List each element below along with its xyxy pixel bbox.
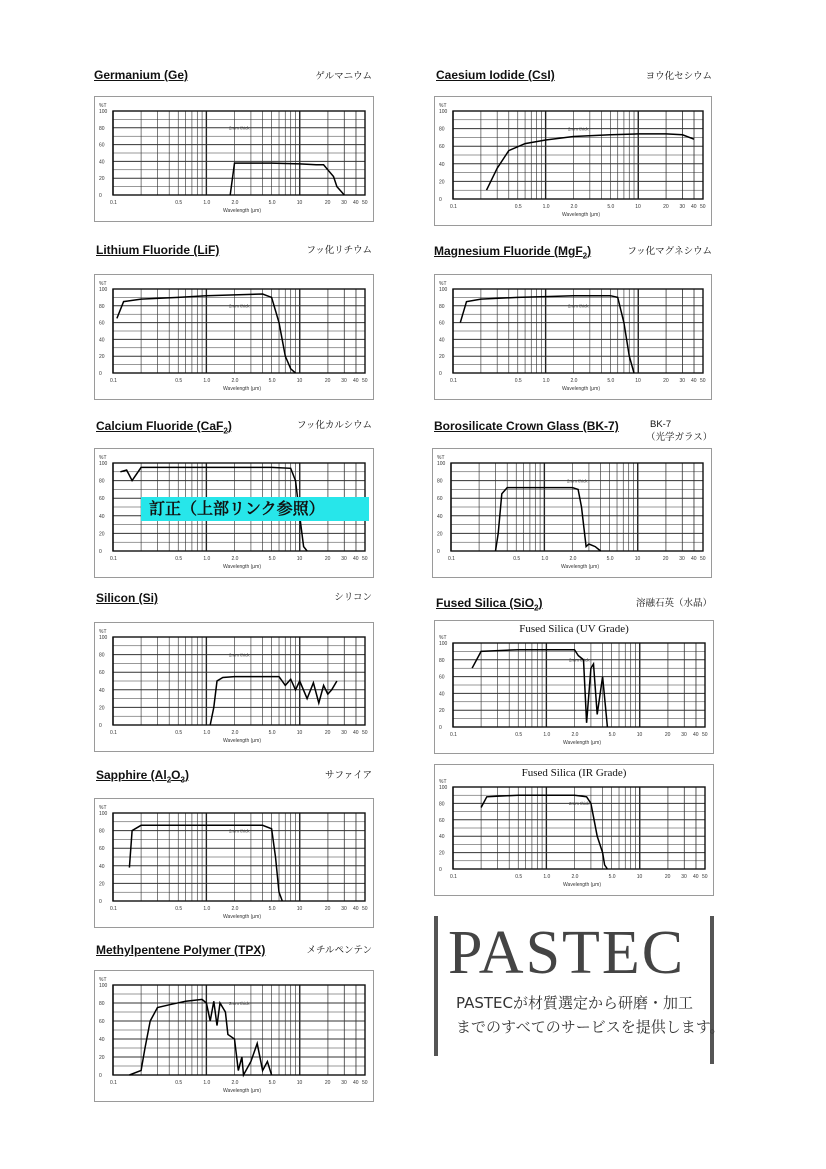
x-tick-label: 20 [324,556,331,562]
x-tick-label: 40 [692,732,699,738]
transmission-chart [95,971,373,1101]
jp-bk7-note: （光学ガラス） [646,432,713,443]
jp-sapphire: サファイア [324,770,372,781]
x-tick-label: 5.0 [268,1080,276,1086]
title-germanium: Germanium (Ge) [94,68,189,82]
y-tick-label: 20 [99,1055,105,1061]
x-tick-label: 10 [636,732,643,738]
y-tick-label: 100 [439,287,448,293]
x-tick-label: 10 [635,378,641,384]
transmission-curve [230,163,344,195]
y-tick-label: 40 [439,691,445,698]
x-tick-label: 30 [681,874,687,880]
y-tick-label: 100 [99,635,108,641]
logo-left-bar [434,916,438,1056]
y-tick-label: 20 [99,354,105,361]
y-tick-label: 60 [439,320,445,327]
x-axis-label: Wavelength (μm) [563,740,601,746]
x-axis-label: Wavelength (μm) [223,914,261,920]
x-tick-label: 40 [691,378,697,384]
x-tick-label: 20 [664,732,671,738]
x-tick-label: 5.0 [268,556,276,562]
chart-panel-silicon [94,622,374,752]
x-tick-label: 5.0 [608,732,616,738]
y-tick-label: 0 [99,723,102,729]
title-magnesium-fluoride: Magnesium Fluoride (MgF$_2$) [434,244,592,261]
pastec-tagline-2: までのすべてのサービスを提供します。 [456,1018,725,1036]
y-tick-label: 40 [99,159,105,166]
chart-panel-caesium-iodide [434,96,712,226]
transmission-chart [435,275,711,399]
x-tick-label: 5.0 [268,378,276,384]
chart-caption: Fused Silica (IR Grade) [521,767,627,779]
x-tick-label: 5.0 [268,200,276,206]
y-tick-label: %T [439,635,447,641]
x-tick-label: 0.5 [175,906,183,912]
title-silicon: Silicon (Si) [96,591,159,605]
y-tick-label: %T [437,455,445,461]
x-tick-label: 10 [296,906,303,912]
x-tick-label: 20 [324,1080,331,1086]
transmission-chart [435,97,711,225]
x-tick-label: 0.1 [110,200,117,206]
x-tick-label: 0.1 [110,730,117,736]
y-tick-label: %T [99,103,107,109]
y-tick-label: 40 [99,1037,105,1043]
title-fused-silica: Fused Silica (SiO$_2$) [436,596,543,613]
chart-panel-sapphire [94,798,374,928]
x-tick-label: 1.0 [203,1080,211,1086]
logo-right-bar [710,916,714,1064]
x-tick-label: 1.0 [203,556,211,562]
thickness-label: 2mm thick [229,125,250,131]
x-tick-label: 30 [341,906,347,912]
pastec-logo-block [434,912,725,1064]
y-tick-label: 40 [99,863,105,870]
chart-panel-germanium [94,96,374,222]
jp-calcium-fluoride: フッ化カルシウム [296,420,372,431]
thickness-label: 2mm thick [568,303,589,309]
pastec-tagline-1: PASTECが材質選定から研磨・加工 [456,994,693,1012]
pastec-logo: PASTEC [448,919,686,987]
y-tick-label: 20 [99,705,105,712]
y-tick-label: 40 [99,337,105,344]
y-tick-label: 80 [99,303,105,310]
chart-panel-magnesium-fluoride [434,274,712,400]
x-tick-label: 0.5 [514,378,522,384]
x-tick-label: 0.1 [110,906,117,912]
y-tick-label: 100 [99,811,108,817]
x-tick-label: 50 [702,732,708,738]
transmission-chart [95,275,373,399]
y-tick-label: 60 [99,320,105,327]
x-tick-label: 50 [362,906,368,912]
y-tick-label: 60 [99,670,105,677]
y-tick-label: 100 [439,641,448,647]
x-tick-label: 1.0 [203,200,211,206]
y-tick-label: 40 [439,834,445,841]
title-calcium-fluoride: Calcium Fluoride (CaF$_2$) [96,419,232,436]
x-tick-label: 40 [352,906,359,912]
jp-tpx: メチルペンテン [306,945,372,956]
x-tick-label: 0.1 [450,378,457,384]
x-tick-label: 20 [664,874,671,880]
x-tick-label: 0.5 [515,732,523,738]
y-tick-label: 40 [437,513,443,520]
y-tick-label: 80 [439,126,445,133]
x-tick-label: 0.5 [175,378,183,384]
y-tick-label: 100 [99,983,108,989]
x-tick-label: 20 [324,906,331,912]
y-tick-label: 0 [439,867,442,873]
y-tick-label: 0 [439,371,442,377]
jp-magnesium-fluoride: フッ化マグネシウム [627,246,712,257]
transmission-curve [496,488,601,551]
x-tick-label: 30 [679,556,685,562]
x-tick-label: 50 [362,200,368,206]
y-tick-label: 0 [99,193,102,199]
y-tick-label: 80 [99,1001,105,1007]
y-tick-label: 40 [99,513,105,520]
x-tick-label: 50 [362,730,368,736]
y-tick-label: 80 [439,801,445,808]
x-tick-label: 50 [362,556,368,562]
x-tick-label: 1.0 [541,556,549,562]
x-tick-label: 50 [702,874,708,880]
x-axis-label: Wavelength (μm) [223,738,261,744]
x-tick-label: 10 [635,204,641,210]
x-tick-label: 10 [636,874,643,880]
x-tick-label: 0.1 [110,1080,117,1086]
x-tick-label: 50 [362,378,368,384]
y-tick-label: 40 [439,337,445,344]
y-tick-label: 100 [99,109,108,115]
x-axis-label: Wavelength (μm) [562,212,600,218]
x-tick-label: 2.0 [570,204,578,210]
y-tick-label: 100 [439,785,448,791]
y-tick-label: 60 [99,142,105,149]
y-tick-label: 0 [437,549,440,555]
y-tick-label: 0 [439,197,442,203]
thickness-label: 2mm thick [568,126,589,132]
x-tick-label: 0.1 [110,556,117,562]
x-tick-label: 20 [663,204,669,210]
jp-bk7: BK-7 [650,419,672,430]
y-tick-label: 20 [99,176,105,183]
x-tick-label: 5.0 [608,874,616,880]
x-axis-label: Wavelength (μm) [562,386,600,392]
x-tick-label: 30 [679,378,686,384]
x-tick-label: 30 [341,730,347,736]
x-tick-label: 5.0 [268,730,276,736]
x-tick-label: 20 [663,378,669,384]
y-tick-label: 0 [99,899,102,905]
x-tick-label: 50 [362,1080,368,1086]
x-tick-label: 10 [296,730,303,736]
y-tick-label: 60 [99,496,105,503]
x-tick-label: 30 [341,1080,347,1086]
x-tick-label: 30 [341,556,347,562]
x-tick-label: 5.0 [606,556,614,562]
title-bk7: Borosilicate Crown Glass (BK-7) [434,419,619,433]
x-tick-label: 20 [324,378,331,384]
x-axis-label: Wavelength (μm) [563,882,601,888]
chart-panel-bk7 [432,448,712,578]
jp-silicon: シリコン [334,592,372,603]
x-tick-label: 1.0 [543,874,551,880]
x-tick-label: 1.0 [203,730,211,736]
x-tick-label: 20 [324,730,331,736]
y-tick-label: 60 [439,817,445,824]
x-tick-label: 2.0 [571,874,579,880]
x-tick-label: 30 [679,204,686,210]
y-tick-label: 80 [99,125,105,132]
y-tick-label: 20 [439,354,445,361]
transmission-curve [210,677,337,725]
y-tick-label: 20 [437,531,443,538]
x-tick-label: 40 [692,874,699,880]
y-tick-label: 100 [437,461,446,467]
x-tick-label: 40 [352,200,359,206]
x-tick-label: 40 [352,1080,359,1086]
x-axis-label: Wavelength (μm) [223,564,261,570]
y-tick-label: %T [99,629,107,635]
x-tick-label: 5.0 [268,906,276,912]
y-tick-label: 80 [99,478,105,485]
transmission-chart [95,799,373,927]
chart-panel-fused-silica-ir [434,764,714,896]
x-axis-label: Wavelength (μm) [223,386,261,392]
title-lithium-fluoride: Lithium Fluoride (LiF) [96,243,220,257]
jp-germanium: ゲルマニウム [315,71,372,82]
x-tick-label: 10 [296,556,303,562]
title-sapphire: Sapphire $(Al_2O_3)$ [96,768,189,785]
y-tick-label: 60 [439,674,445,681]
x-tick-label: 30 [341,378,347,384]
x-tick-label: 1.0 [542,378,550,384]
y-tick-label: 100 [99,461,108,467]
x-tick-label: 50 [700,204,706,210]
x-tick-label: 40 [352,730,359,736]
x-tick-label: 40 [691,204,697,210]
x-tick-label: 10 [634,556,641,562]
y-tick-label: 20 [439,179,445,186]
thickness-label: 2mm thick [569,801,590,807]
jp-caesium-iodide: ヨウ化セシウム [645,71,712,82]
y-tick-label: 100 [99,287,108,293]
x-tick-label: 10 [296,378,303,384]
y-tick-label: %T [439,281,447,287]
y-tick-label: 60 [437,496,443,503]
x-axis-label: Wavelength (μm) [223,208,261,214]
y-tick-label: 40 [99,687,105,694]
x-tick-label: 2.0 [231,906,239,912]
y-tick-label: %T [99,455,107,461]
transmission-chart [433,449,711,577]
thickness-label: 2mm thick [569,657,590,663]
y-tick-label: 20 [439,708,445,715]
jp-lithium-fluoride: フッ化リチウム [306,245,372,256]
jp-fused-silica: 溶融石英（水晶） [635,598,712,609]
x-tick-label: 1.0 [542,204,550,210]
y-tick-label: 0 [99,1073,102,1079]
transmission-chart [435,621,713,753]
y-tick-label: 80 [99,652,105,659]
y-tick-label: 80 [439,303,445,310]
x-tick-label: 2.0 [569,556,577,562]
x-tick-label: 0.5 [514,204,522,210]
x-tick-label: 0.5 [175,1080,183,1086]
x-tick-label: 50 [700,556,706,562]
x-tick-label: 50 [700,378,706,384]
transmission-chart [95,623,373,751]
thickness-label: 2mm thick [567,478,588,484]
y-tick-label: %T [439,779,447,785]
x-tick-label: 0.1 [450,874,457,880]
x-tick-label: 0.1 [448,556,455,562]
x-tick-label: 2.0 [570,378,578,384]
y-tick-label: 20 [99,531,105,538]
thickness-label: 2mm thick [229,303,250,309]
y-tick-label: 60 [439,144,445,151]
x-tick-label: 2.0 [231,556,239,562]
x-tick-label: 2.0 [231,378,239,384]
y-tick-label: 0 [99,549,102,555]
x-tick-label: 20 [662,556,669,562]
y-tick-label: 60 [99,846,105,853]
x-tick-label: 0.5 [513,556,521,562]
x-axis-label: Wavelength (μm) [223,1088,261,1094]
x-tick-label: 0.5 [175,556,183,562]
x-tick-label: 30 [681,732,687,738]
x-tick-label: 20 [324,200,331,206]
x-tick-label: 0.5 [175,200,183,206]
x-tick-label: 40 [352,378,359,384]
x-tick-label: 1.0 [543,732,551,738]
y-tick-label: %T [99,281,107,287]
x-tick-label: 1.0 [203,906,211,912]
x-tick-label: 2.0 [231,730,239,736]
transmission-chart [435,765,713,895]
x-tick-label: 0.1 [450,732,457,738]
x-tick-label: 0.5 [515,874,523,880]
x-tick-label: 0.1 [110,378,117,384]
y-tick-label: 20 [99,881,105,888]
y-tick-label: 0 [99,371,102,377]
y-tick-label: %T [99,805,107,811]
y-tick-label: 60 [99,1019,105,1025]
transmission-curve [460,296,634,373]
x-axis-label: Wavelength (μm) [561,564,599,570]
y-tick-label: 0 [439,725,442,731]
transmission-curve [129,999,271,1075]
transmission-curve [481,795,607,869]
x-tick-label: 40 [690,556,697,562]
title-caesium-iodide: Caesium Iodide (CsI) [436,68,555,82]
title-tpx: Methylpentene Polymer (TPX) [96,943,266,957]
thickness-label: 2mm thick [229,652,250,658]
y-tick-label: %T [99,977,107,983]
y-tick-label: 80 [99,828,105,835]
transmission-chart [95,97,373,221]
x-tick-label: 1.0 [203,378,211,384]
y-tick-label: %T [439,103,447,109]
x-tick-label: 5.0 [607,204,615,210]
thickness-label: 2mm thick [229,828,250,834]
x-tick-label: 2.0 [231,200,239,206]
y-tick-label: 80 [437,478,443,485]
x-tick-label: 0.5 [175,730,183,736]
correction-banner: 訂正（上部リンク参照） [141,497,369,521]
x-tick-label: 30 [341,200,347,206]
y-tick-label: 100 [439,109,448,115]
thickness-label: 2mm thick [229,1000,250,1006]
chart-caption: Fused Silica (UV Grade) [519,623,629,635]
x-tick-label: 10 [296,1080,303,1086]
chart-panel-tpx [94,970,374,1102]
chart-panel-lithium-fluoride [94,274,374,400]
y-tick-label: 80 [439,657,445,664]
x-tick-label: 5.0 [607,378,615,384]
x-tick-label: 2.0 [231,1080,239,1086]
y-tick-label: 40 [439,161,445,168]
x-tick-label: 0.1 [450,204,457,210]
chart-panel-fused-silica-uv [434,620,714,754]
x-tick-label: 2.0 [571,732,579,738]
x-tick-label: 10 [296,200,303,206]
x-tick-label: 40 [352,556,359,562]
y-tick-label: 20 [439,850,445,857]
